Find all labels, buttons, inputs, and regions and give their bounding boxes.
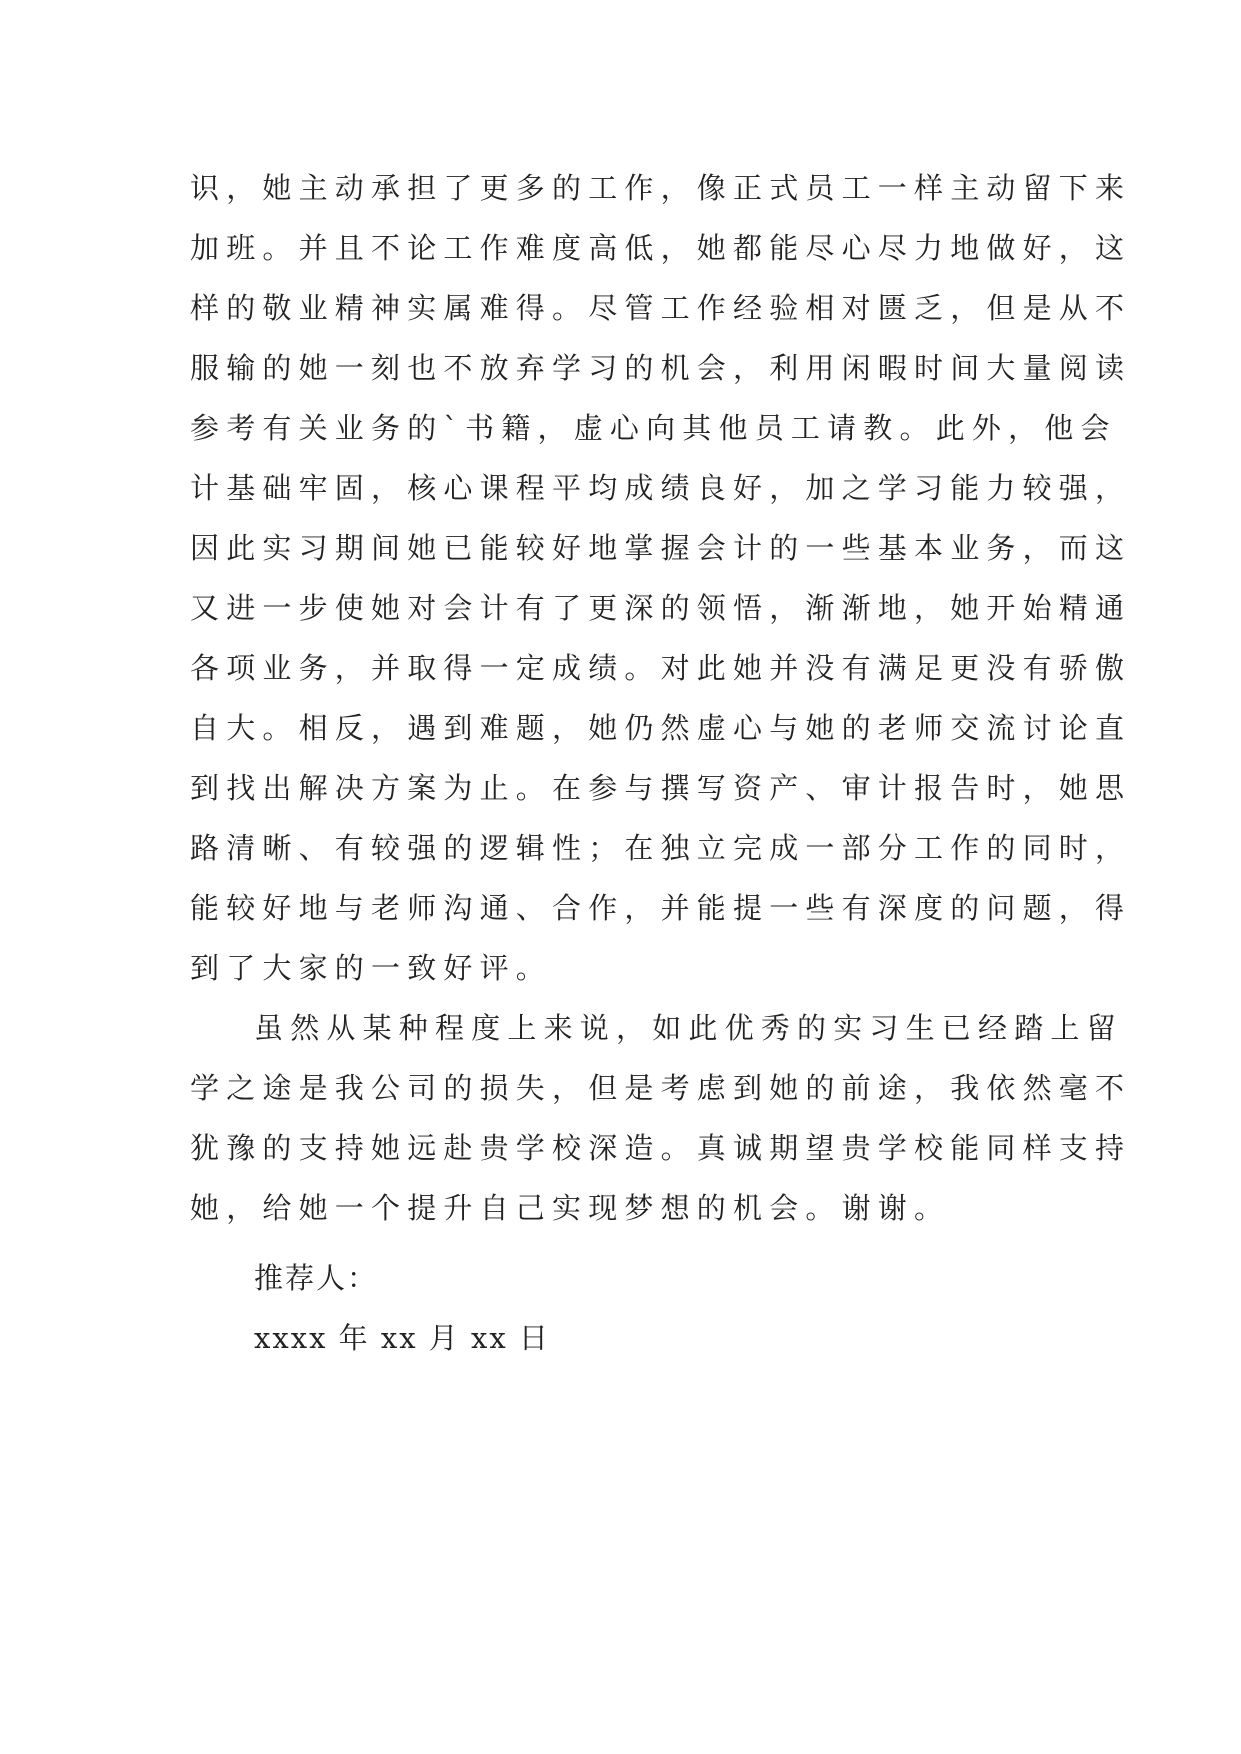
body-line: 她，给她一个提升自己实现梦想的机会。谢谢。	[190, 1191, 951, 1225]
body-line: 到了大家的一致好评。	[190, 951, 553, 985]
body-line: 到找出解决方案为止。在参与撰写资产、审计报告时，她思	[190, 771, 1132, 805]
body-line: 样的敬业精神实属难得。尽管工作经验相对匮乏，但是从不	[190, 291, 1132, 325]
date-line: xxxx 年 xx 月 xx 日	[254, 1321, 550, 1355]
letter-body	[190, 158, 1132, 1238]
paragraph-start-line: 虽然从某种程度上来说，如此优秀的实习生已经踏上留	[254, 1011, 1123, 1045]
body-line: 又进一步使她对会计有了更深的领悟，渐渐地，她开始精通	[190, 591, 1132, 625]
body-line: 路清晰、有较强的逻辑性；在独立完成一部分工作的同时，	[190, 831, 1132, 865]
body-line: 因此实习期间她已能较好地掌握会计的一些基本业务，而这	[190, 531, 1132, 565]
body-line: 识，她主动承担了更多的工作，像正式员工一样主动留下来	[190, 171, 1132, 205]
body-line: 能较好地与老师沟通、合作，并能提一些有深度的问题，得	[190, 891, 1132, 925]
body-line: 各项业务，并取得一定成绩。对此她并没有满足更没有骄傲	[190, 651, 1132, 685]
letter-closing	[254, 1248, 550, 1368]
body-line: 计基础牢固，核心课程平均成绩良好，加之学习能力较强，	[190, 471, 1132, 505]
body-line: 参考有关业务的`书籍，虚心向其他员工请教。此外，他会	[190, 411, 1117, 445]
body-line: 自大。相反，遇到难题，她仍然虚心与她的老师交流讨论直	[190, 711, 1132, 745]
body-line: 犹豫的支持她远赴贵学校深造。真诚期望贵学校能同样支持	[190, 1131, 1132, 1165]
body-line: 加班。并且不论工作难度高低，她都能尽心尽力地做好，这	[190, 231, 1132, 265]
body-line: 服输的她一刻也不放弃学习的机会，利用闲暇时间大量阅读	[190, 351, 1132, 385]
recommender-label: 推荐人：	[254, 1261, 379, 1295]
body-line: 学之途是我公司的损失，但是考虑到她的前途，我依然毫不	[190, 1071, 1132, 1105]
